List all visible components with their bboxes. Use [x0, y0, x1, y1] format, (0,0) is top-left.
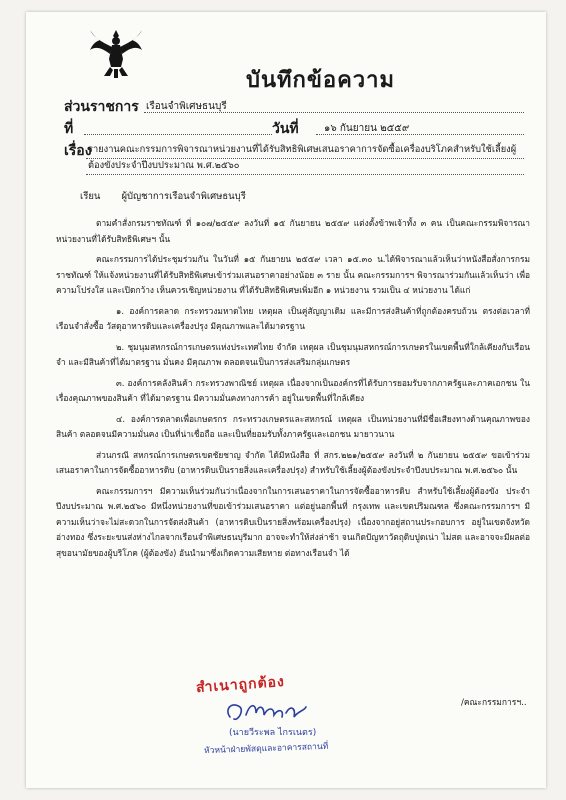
ref-label: ที่ — [64, 121, 74, 137]
subject-value: รายงานคณะกรรมการพิจารณาหน่วยงานที่ได้รับสิทธิพิเศษเสนอราคาการจัดซื้อเครื่องบริโภคสำหรับใช้เลี้ยงผู้ต้องขังประจำปีงบประมาณ พ.ศ.๒๕๖๐ — [88, 144, 517, 171]
list-item: ๓. องค์การคลังสินค้า กระทรวงพาณิชย์ เหตุผล เนื่องจากเป็นองค์กรที่ได้รับการยอมรับจากภาครัฐและภาคเอกชน ในเรื่องคุณภาพของสินค้า ที่ได้มาตรฐาน มีความมั่นคงทางการค้า อยู่ในเขตพื้นที่ใกล้เคียง — [56, 377, 530, 403]
paragraph: คณะกรรมการฯ มีความเห็นร่วมกันว่าเนื่องจากในการเสนอราคาในการจัดซื้ออาหารดิบ สำหรับใช้เลี้ยงผู้ต้องขัง ประจำปีงบประมาณ พ.ศ.๒๕๖๐ มีหนึ่งหน่วยงานที่ขอเข้าร่วมเสนอราคา แต่อยู่นอกพื้นที่ กรุงเทพ และเขตปริมณฑล ซึ่งคณะกรรมการฯ มีความเห็นว่าจะไม่สะดวกในการจัดส่งสินค้า (อาหารดิบเป็นรายสิ่งพร้อมเครื่องปรุง) เนื่องจากอยู่สถานประกอบการ อยู่ในเขตจังหวัดอ่างทอง ซึ่งระยะขนส่งห่างไกลจากเรือนจำพิเศษธนบุรีมาก อาจจะทำให้ส่งล่าช้า จนเกิดปัญหาวัตถุดิบปูดเน่า ไม่สด และอาจจะมีผลต่อสุขอนามัยของผู้บริโภค (ผู้ต้องขัง) อันนำมาซึ่งเกิดความเสียหาย ต่อทางเรือนจำ ได้ — [56, 485, 530, 558]
list-item: ๑. องค์การตลาด กระทรวงมหาดไทย เหตุผล เป็นคู่สัญญาเดิม และมีการส่งสินค้าที่ถูกต้องครบถ้วน ตรงต่อเวลาที่เรือนจำสั่งซื้อ วัสดุอาหารดิบและเครื่องปรุง มีคุณภาพและได้มาตรฐาน — [56, 305, 530, 331]
garuda-emblem-icon — [88, 26, 144, 80]
list-item: ๔. องค์การตลาดเพื่อเกษตรกร กระทรวงเกษตรและสหกรณ์ เหตุผล เป็นหน่วยงานที่มีชื่อเสียงทางด้านคุณภาพของสินค้า ตลอดจนมีความมั่นคง เป็นที่น่าเชื่อถือ และเป็นที่ยอมรับทั้งภาครัฐและเอกชน มายาวนาน — [56, 413, 530, 439]
memo-body — [56, 216, 530, 566]
signer-name: (นายวีระพล ไกรเนตร) — [229, 728, 317, 738]
memo-title: บันทึกข้อความ — [246, 67, 396, 93]
signer-position: หัวหน้าฝ่ายพัสดุและอาคารสถานที่ — [203, 741, 329, 757]
agency-label: ส่วนราชการ — [64, 99, 139, 115]
date-value: ๑๖ กันยายน ๒๕๕๙ — [324, 123, 410, 134]
certified-copy-stamp: สำเนาถูกต้อง — [195, 673, 286, 697]
date-underline — [316, 134, 524, 135]
date-label: วันที่ — [272, 121, 299, 137]
subject-label: เรื่อง — [64, 143, 92, 159]
ref-underline — [84, 134, 272, 135]
to-value: ผู้บัญชาการเรือนจำพิเศษธนบุรี — [121, 191, 246, 202]
list-item: ๒. ชุมนุมสหกรณ์การเกษตรแห่งประเทศไทย จำกัด เหตุผล เป็นชุมนุมสหกรณ์การเกษตรในเขตพื้นที่ใกล้เคียงกับเรือนจำ และมีสินค้าที่ได้มาตรฐาน มั่นคง มีคุณภาพ ตลอดจนเป็นการส่งเสริมกลุ่มเกษตร — [56, 341, 530, 367]
handwritten-signature-icon — [222, 695, 312, 727]
subject-underline-2 — [86, 174, 524, 175]
salutation — [80, 189, 264, 204]
to-label: เรียน — [80, 191, 101, 202]
paragraph: ตามคำสั่งกรมราชทัณฑ์ ที่ ๑๐๗/๒๕๕๙ ลงวันที่ ๑๕ กันยายน ๒๕๕๙ แต่งตั้งข้าพเจ้าทั้ง ๓ คน เป็นคณะกรรมพิจารณาหน่วยงานที่ได้รับสิทธิพิเศษฯ นั้น — [56, 218, 530, 244]
memo-page — [26, 12, 546, 788]
paragraph: คณะกรรมการได้ประชุมร่วมกัน ในวันที่ ๑๕ กันยายน ๒๕๕๙ เวลา ๑๕.๓๐ น.ได้พิจารณาแล้วเห็นว่าหนังสือสั่งการกรมราชทัณฑ์ ให้แจ้งหน่วยงานที่ได้รับสิทธิพิเศษเข้าร่วมเสนอราคาอย่างน้อย ๓ ราย นั้น คณะกรรมการฯ พิจารณาร่วมกันแล้วเห็นว่า เพื่อความโปร่งใส และเปิดกว้าง เห็นควรเชิญหน่วยงาน ที่ได้รับสิทธิพิเศษเพิ่มอีก ๑ หน่วยงาน รวมเป็น ๔ หน่วยงาน ได้แก่ — [56, 254, 530, 295]
subject-underline-1 — [86, 158, 524, 159]
agency-value: เรือนจำพิเศษธนบุรี — [146, 101, 227, 112]
paragraph: ส่วนกรณี สหกรณ์การเกษตรเขตชัยชาญ จำกัด ได้มีหนังสือ ที่ สกร.๒๒๑/๒๕๕๙ ลงวันที่ ๒ กันยายน ๒๕๕๙ ขอเข้าร่วมเสนอราคาในการจัดซื้ออาหารดิบ (อาหารดิบเป็นรายสิ่งและเครื่องปรุง) สำหรับใช้เลี้ยงผู้ต้องขังประจำปีงบประมาณ พ.ศ.๒๕๖๐ นั้น — [56, 449, 530, 475]
agency-underline — [144, 112, 524, 113]
continuation-note: /คณะกรรมการฯ.. — [461, 698, 527, 708]
